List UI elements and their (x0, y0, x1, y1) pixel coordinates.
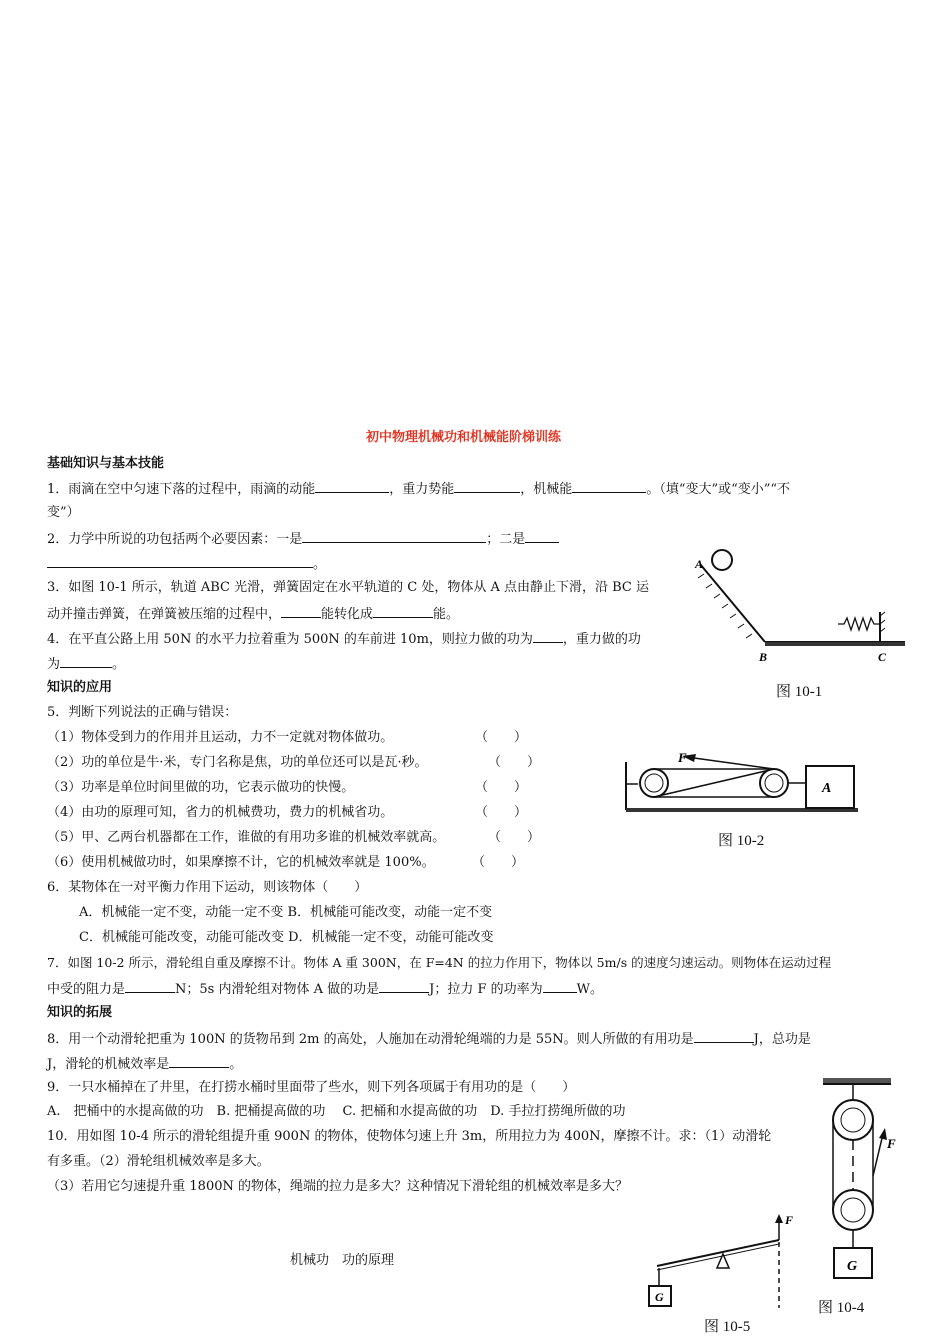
question-8-cont: J，滑轮的机械效率是 。 (47, 1057, 243, 1072)
q5-item-3: （3）功率是单位时间里做的功，它表示做功的快慢。 (47, 780, 355, 795)
q6-options-1: A．机械能一定不变，动能一定不变 B．机械能可能改变，动能一定不变 (79, 905, 493, 920)
fig102-label-a: A (822, 781, 832, 796)
question-10-line3: （3）若用它匀速提升重 1800N 的物体，绳端的拉力是多大？这种情况下滑轮组的机械效率是多大？ (47, 1179, 628, 1194)
q5-paren-4: （ ） (475, 805, 528, 820)
question-4-cont: 为 。 (47, 657, 126, 672)
q5-paren-6: （ ） (472, 855, 525, 870)
q5-paren-1: （ ） (475, 730, 528, 745)
question-4: 4．在平直公路上用 50N 的水平力拉着重为 500N 的车前进 10m，则拉力做的功为 ，重力做的功 (47, 632, 641, 647)
figure-10-2 (622, 752, 862, 822)
section-heading-basic: 基础知识与基本技能 (47, 456, 165, 471)
question-7-cont: 中受的阻力是 N；5s 内滑轮组对物体 A 做的功是 J；拉力 F 的功率为 W。 (47, 982, 603, 997)
fig104-label-f: F (887, 1136, 896, 1151)
question-5: 5．判断下列说法的正确与错误： (47, 705, 238, 720)
figure-10-4 (815, 1076, 905, 1291)
question-10-line2: 有多重。（2）滑轮组机械效率是多大。 (47, 1154, 270, 1169)
fig105-label-f: F (785, 1213, 794, 1227)
section-heading-extension: 知识的拓展 (47, 1005, 113, 1020)
question-3-cont: 动并撞击弹簧，在弹簧被压缩的过程中， 能转化成 能。 (47, 607, 460, 622)
question-2: 2．力学中所说的功包括两个必要因素：一是 ；二是 (47, 530, 559, 548)
fig105-caption: 图 10-5 (704, 1319, 751, 1335)
figure-10-5 (645, 1210, 805, 1310)
q5-paren-2: （ ） (488, 755, 541, 770)
q5-item-4: （4）由功的原理可知，省力的机械费功，费力的机械省功。 (47, 805, 394, 820)
fig105-label-g: G (655, 1290, 664, 1304)
footer-label: 机械功 功的原理 (290, 1253, 395, 1268)
q6-options-2: C．机械能可能改变，动能可能改变 D．机械能一定不变，动能可能改变 (79, 930, 494, 945)
q5-paren-3: （ ） (475, 780, 528, 795)
fig102-label-f: F (678, 750, 687, 765)
fig101-label-b: B (759, 650, 768, 664)
section-heading-application: 知识的应用 (47, 680, 113, 695)
fig104-label-g: G (847, 1259, 858, 1274)
question-3: 3．如图 10-1 所示，轨道 ABC 光滑，弹簧固定在水平轨道的 C 处，物体从 A 点由静止下滑，沿 BC 运 (47, 580, 650, 595)
question-8: 8．用一个动滑轮把重为 100N 的货物吊到 2m 的高处，人施加在动滑轮绳端的力是 55N。则人所做的有用功是 J，总功是 (47, 1032, 811, 1047)
q5-item-6: （6）使用机械做功时，如果摩擦不计，它的机械效率就是 100%。 (47, 855, 435, 870)
question-10: 10．用如图 10-4 所示的滑轮组提升重 900N 的物体，使物体匀速上升 3m，所用拉力为 400N，摩擦不计。求：（1）动滑轮 (47, 1129, 772, 1144)
fig101-label-a: A (695, 557, 704, 571)
question-2-cont: 。 (47, 555, 326, 573)
fig101-caption: 图 10-1 (776, 684, 823, 700)
q9-options: A. 把桶中的水提高做的功 B. 把桶提高做的功 C. 把桶和水提高做的功 D. 手拉打捞绳所做的功 (47, 1104, 626, 1119)
page-title: 初中物理机械功和机械能阶梯训练 (366, 430, 562, 445)
question-1: 1．雨滴在空中匀速下落的过程中，雨滴的动能 ，重力势能 ，机械能 。（填“变大”或“变小”“不 (47, 482, 791, 497)
q5-item-2: （2）功的单位是牛·米，专门名称是焦，功的单位还可以是瓦·秒。 (47, 755, 428, 770)
question-6: 6．某物体在一对平衡力作用下运动，则该物体（ ） (47, 880, 368, 895)
fig104-caption: 图 10-4 (818, 1300, 865, 1316)
q5-paren-5: （ ） (488, 830, 541, 845)
question-7: 7．如图 10-2 所示，滑轮组自重及摩擦不计。物体 A 重 300N，在 F=4N 的拉力作用下，物体以 5m/s 的速度匀速运动。则物体在运动过程 (47, 955, 832, 970)
question-9: 9．一只水桶掉在了井里，在打捞水桶时里面带了些水，则下列各项属于有用功的是（ ） (47, 1080, 576, 1095)
q5-item-1: （1）物体受到力的作用并且运动，力不一定就对物体做功。 (47, 730, 394, 745)
fig101-label-c: C (878, 650, 887, 664)
q5-item-5: （5）甲、乙两台机器都在工作，谁做的有用功多谁的机械效率就高。 (47, 830, 446, 845)
fig102-caption: 图 10-2 (718, 833, 765, 849)
question-1-cont: 变”） (47, 505, 80, 520)
figure-10-1 (690, 544, 920, 664)
